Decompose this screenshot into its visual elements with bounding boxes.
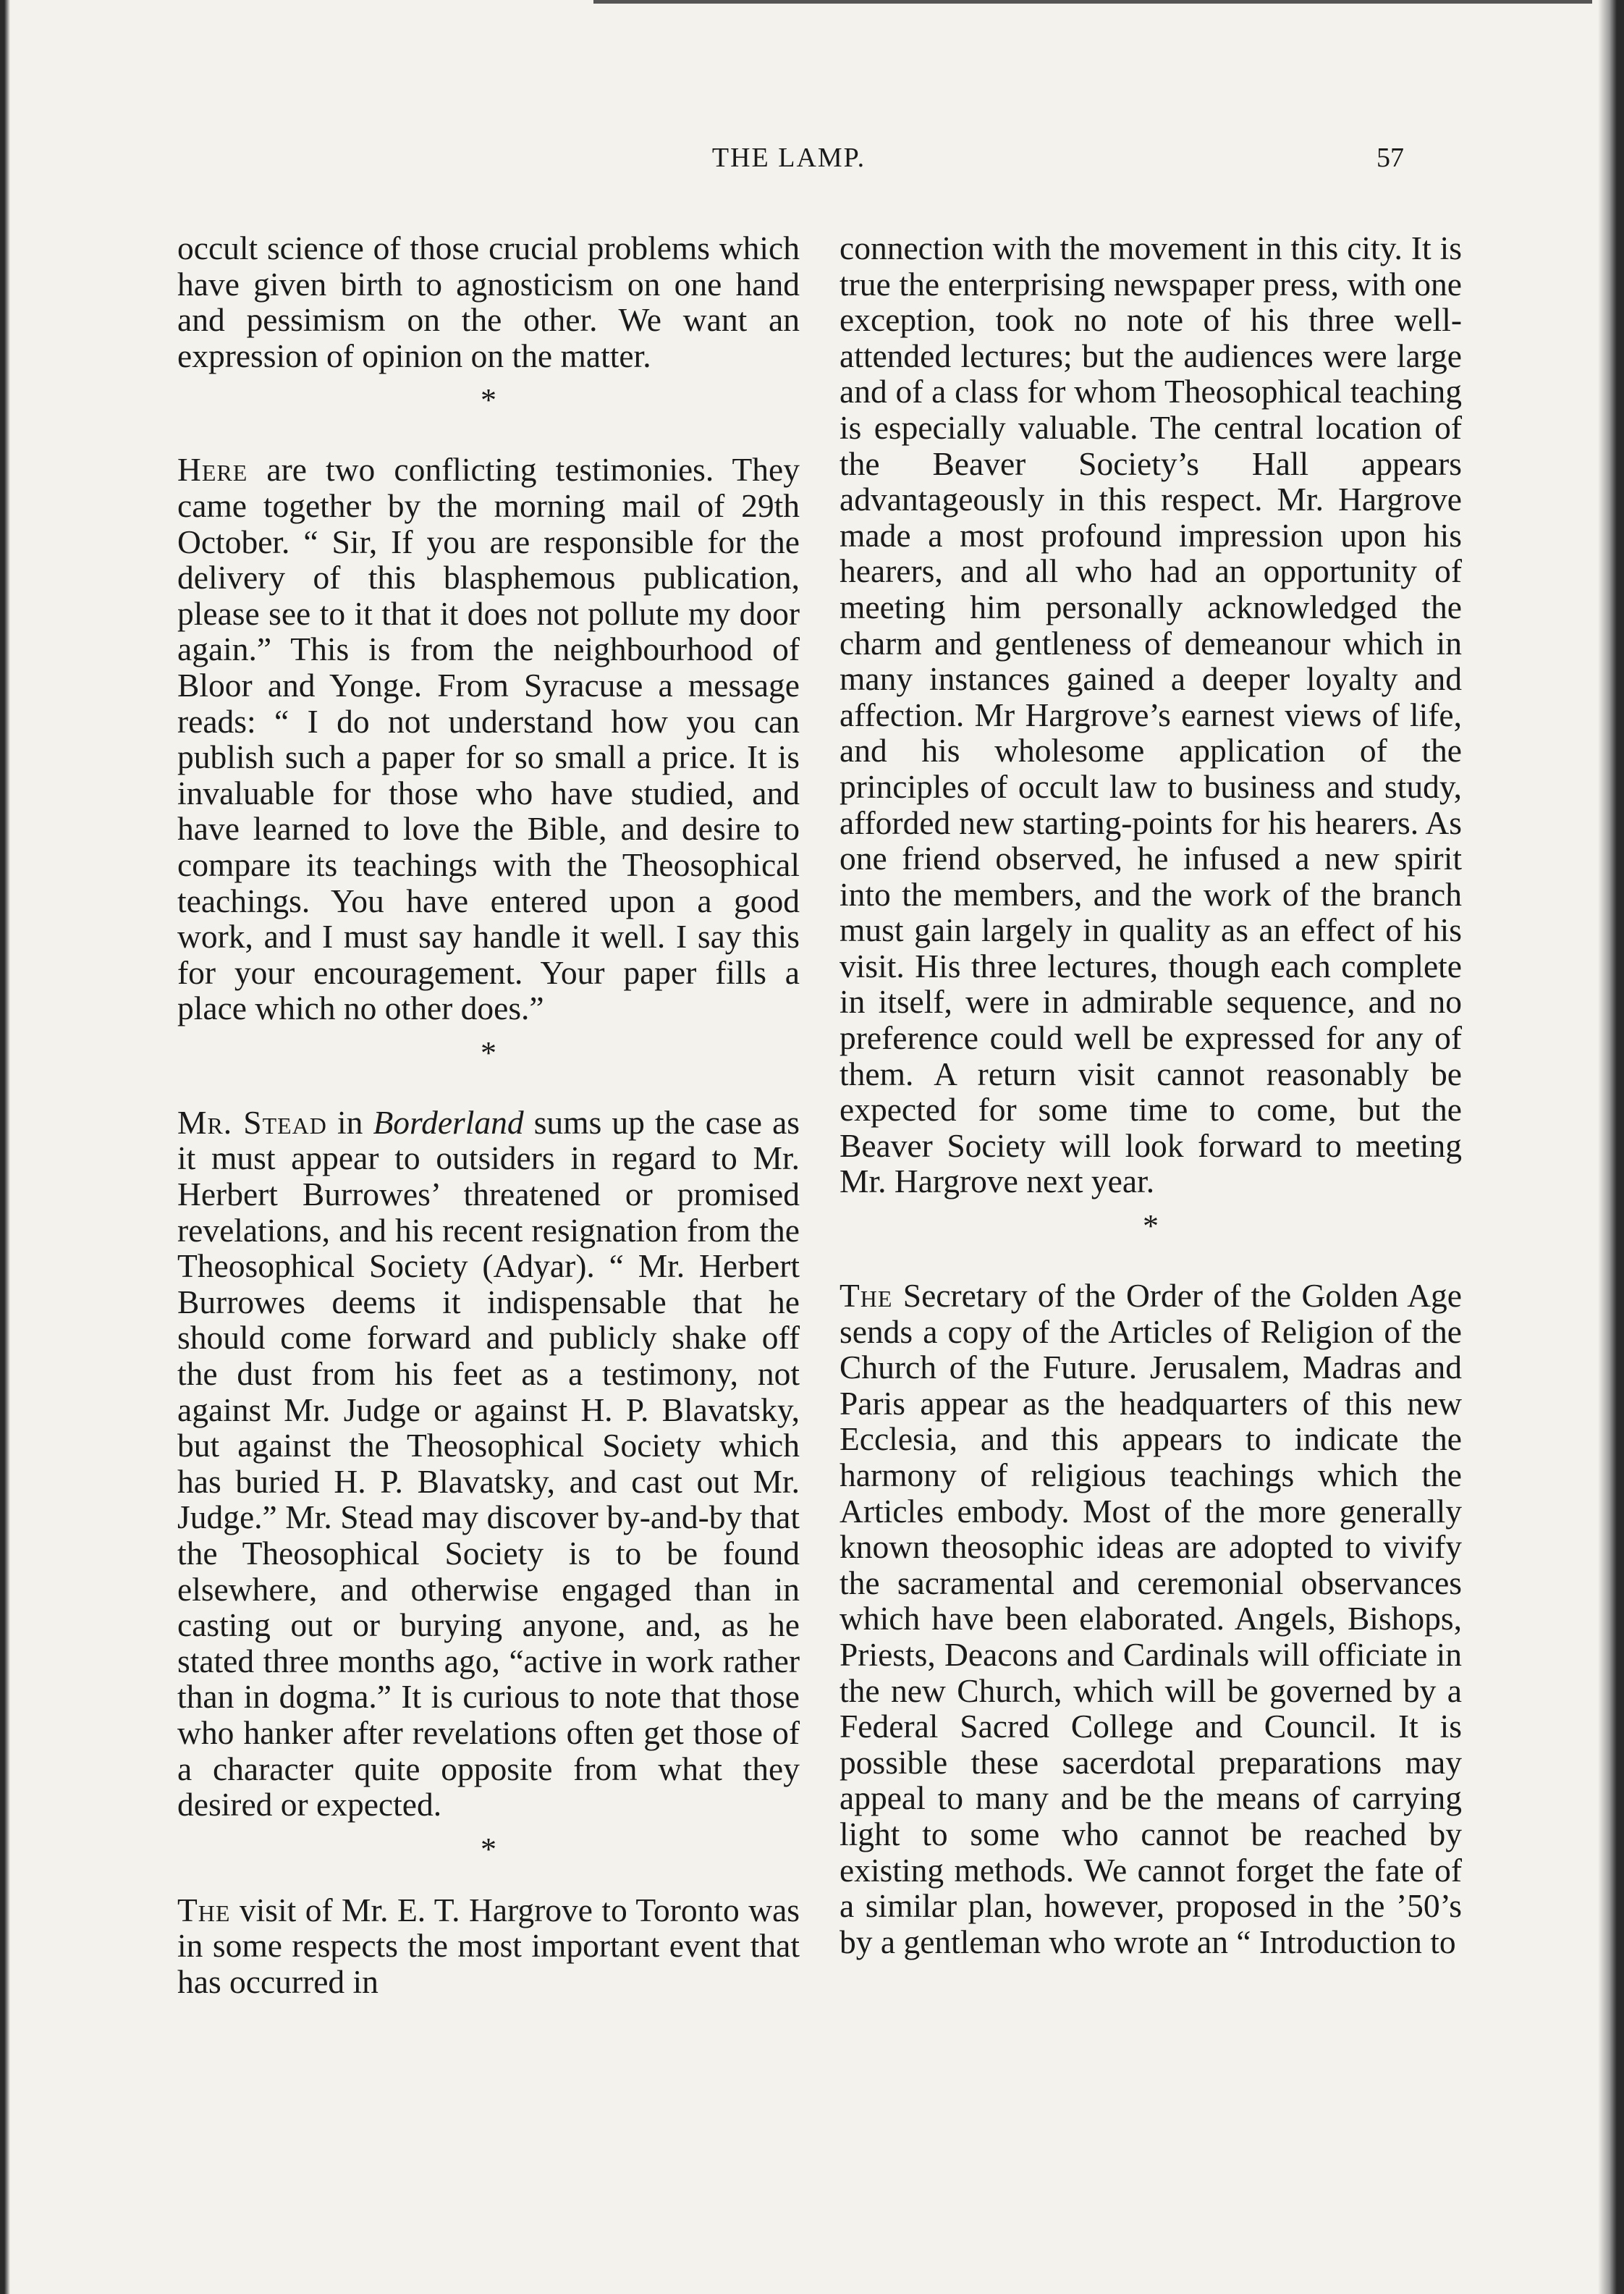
paragraph-lead: Here bbox=[177, 451, 248, 489]
paragraph-lead: Mr. Stead bbox=[177, 1103, 327, 1141]
paragraph-body: are two conflicting testimonies. They came together by the morning mail of 29th October. “ Sir, If you are responsible for the delivery of this blasphemous publication, please see to it that it does not pollute my door again.” This is from the neighbourhood of Bloor and Yonge. From Syracuse a message reads: “ I do not understand how you can publish such a paper for so small a price. It is invaluable for those who have studied, and have learned to love the Bible, and desire to compare its teachings with the Theosophical teachings. You have entered upon a good work, and I must say handle it well. I say this for your encouragement. Your paper fills a place which no other does.” bbox=[177, 451, 800, 1027]
section-separator: * bbox=[481, 1831, 496, 1867]
paragraph-body: visit of Mr. E. T. Hargrove to Toronto was in some respects the most important event that has occurred in bbox=[177, 1891, 800, 2000]
right-column bbox=[840, 230, 1462, 1960]
paragraph-body: sums up the case as it must appear to outsiders in regard to Mr. Herbert Burrowes’ threatened or promised revelations, and his recent resignation from the Theosophical Society (Adyar). “ Mr. Herbert Burrowes deems it indispensable that he should come forward and publicly shake off the dust from his feet as a testimony, not against Mr. Judge or against H. P. Blavatsky, but against the Theosophical Society which has buried H. P. Blavatsky, and cast out Mr. Judge.” Mr. Stead may discover by-and-by that the Theosophical Society is to be found elsewhere, and otherwise engaged than in casting out or burying anyone, and, as he stated three months ago, “active in work rather than in dogma.” It is curious to note that those who hanker after revelations often get those of a character quite opposite from what they desired or expected. bbox=[177, 1103, 800, 1823]
paragraph-hargrove-visit bbox=[177, 1892, 800, 2000]
scan-left-edge bbox=[0, 0, 10, 2294]
paragraph-mr-stead bbox=[177, 1105, 800, 1823]
running-title: THE LAMP. bbox=[711, 143, 866, 173]
paragraph-text: in bbox=[326, 1103, 373, 1141]
paragraph-occult-science: occult science of those crucial problems which have given birth to agnosticism on one hand and pessimism on the other. We want an expression of opinion on the matter. bbox=[177, 229, 800, 374]
paragraph-lead: The bbox=[177, 1891, 231, 1928]
paragraph-hargrove-continued: connection with the movement in this city. It is true the enterprising newspaper press, with one exception, took no note of his three well-attended lectures; but the audiences were large and of a class for whom Theosophical teaching is especially valuable. The central location of the Beaver Society’s Hall appears advantageously in this respect. Mr. Hargrove made a most profound impression upon his hearers, and all who had an opportunity of meeting him personally acknowledged the charm and gentleness of demeanour which in many instances gained a deeper loyalty and affection. Mr Hargrove’s earnest views of life, and his wholesome application of the principles of occult law to business and study, afforded new starting-points for his hearers. As one friend observed, he infused a new spirit into the members, and the work of the branch must gain largely in quality as an effect of his visit. His three lectures, though each complete in itself, were in admirable sequence, and no preference could well be expressed for any of them. A return visit cannot reasonably be expected for some time to come, but the Beaver Society will look forward to meeting Mr. Hargrove next year. bbox=[840, 229, 1462, 1200]
paragraph-testimonies bbox=[177, 452, 800, 1026]
page-header bbox=[174, 142, 1404, 185]
publication-title: Borderland bbox=[373, 1103, 524, 1141]
paragraph-body: Secretary of the Order of the Golden Age sends a copy of the Articles of Religion of the Church of the Future. Jerusalem, Madras and Paris appear as the headquarters of this new Ecclesia, and this appears to indicate the harmony of religious teachings which the Articles embody. Most of the more generally known theosophic ideas are adopted to vivify the sacramental and ceremonial observances which have been elaborated. Angels, Bishops, Priests, Deacons and Cardinals will officiate in the new Church, which will be governed by a Federal Sacred College and Council. It is possible these sacerdotal preparations may appeal to many and be the means of carrying light to some who cannot be reached by existing methods. We cannot forget the fate of a similar plan, however, proposed in the ’50’s by a gentleman who wrote an “ Introduction to bbox=[840, 1277, 1462, 1960]
paragraph-golden-age bbox=[840, 1278, 1462, 1960]
scan-right-edge bbox=[1598, 0, 1624, 2294]
left-column bbox=[177, 230, 800, 2000]
top-border-rule bbox=[593, 0, 1592, 4]
page-number: 57 bbox=[1376, 143, 1404, 173]
paragraph-lead: The bbox=[840, 1277, 893, 1315]
section-separator: * bbox=[1143, 1208, 1159, 1244]
section-separator: * bbox=[481, 382, 496, 418]
section-separator: * bbox=[481, 1034, 496, 1071]
